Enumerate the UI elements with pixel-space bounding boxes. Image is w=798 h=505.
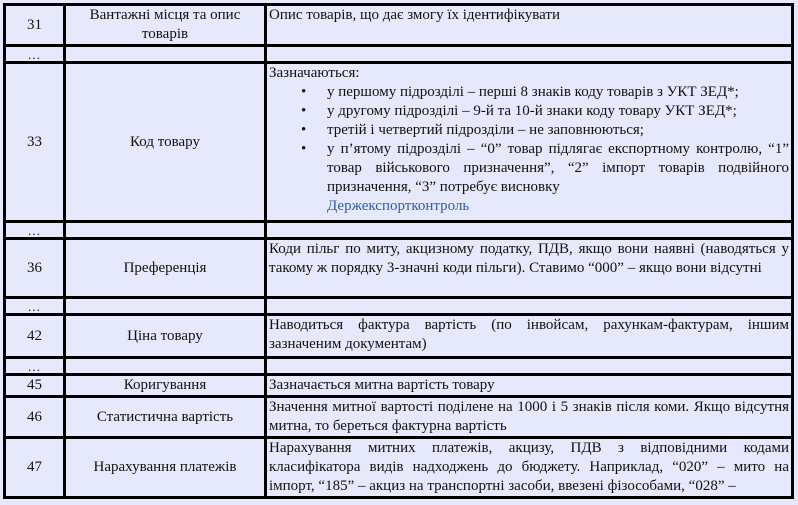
empty-cell — [65, 298, 266, 315]
table-row — [5, 397, 793, 438]
empty-cell — [65, 358, 266, 375]
field-name: Нарахування платежів — [65, 438, 266, 498]
field-number: 33 — [5, 63, 65, 222]
list-item: • у другому підрозділі – 9-й та 10-й знаки коду товару УКТ ЗЕД*; — [327, 102, 789, 121]
field-name: Ціна товару — [65, 315, 266, 358]
list-item-text: у п’ятому підрозділі – “0” товар підлягає експортному контролю, “1” товар військового призначення”, “2” імпорт товарів подвійного призначення, “3” потребує висновку — [327, 141, 789, 195]
field-name: Код товару — [65, 63, 266, 222]
field-description: Коди пільг по миту, акцизному податку, ПДВ, якщо вони наявні (наводяться у такому ж порядку 3-значні коди пільги). Ставимо “000” – якщо вони відсутні — [266, 239, 793, 298]
table-row — [5, 438, 793, 498]
field-description: Значення митної вартості поділене на 1000 і 5 знаків після коми. Якщо відсутня митна, то береться фактурна вартість — [266, 397, 793, 438]
field-description: Опис товарів, що дає змогу їх ідентифікувати — [266, 5, 793, 46]
derzhexportkontrol-link[interactable]: Держекспортконтроль — [327, 198, 470, 214]
field-name: Коригування — [65, 375, 266, 397]
table-row-ellipsis — [5, 222, 793, 239]
field-number: 42 — [5, 315, 65, 358]
empty-cell — [65, 222, 266, 239]
field-name: Преференція — [65, 239, 266, 298]
table-row-ellipsis — [5, 298, 793, 315]
field-name: Статистична вартість — [65, 397, 266, 438]
ellipsis: … — [5, 358, 65, 375]
field-number: 31 — [5, 5, 65, 46]
ellipsis: … — [5, 222, 65, 239]
table-row — [5, 375, 793, 397]
table-row — [5, 5, 793, 46]
list-item: • третій і четвертий підрозділи – не заповнюються; — [327, 121, 789, 140]
empty-cell — [65, 46, 266, 63]
table-row — [5, 315, 793, 358]
empty-cell — [266, 46, 793, 63]
field-number: 45 — [5, 375, 65, 397]
field-description: Нарахування митних платежів, акцизу, ПДВ з відповідними кодами класифікатора видів надходжень до бюджету. Наприклад, “020” – мито на імпорт, “185” – акциз на транспортні засоби, ввезені фізособами, “028” – — [266, 438, 793, 498]
ellipsis: … — [5, 46, 65, 63]
field-number: 46 — [5, 397, 65, 438]
field-description — [266, 63, 793, 222]
empty-cell — [266, 298, 793, 315]
field-description: Наводиться фактура вартість (по інвойсам, рахункам-фактурам, іншим зазначеним документам) — [266, 315, 793, 358]
bullet-list — [269, 83, 789, 216]
list-item — [327, 140, 789, 216]
table-row — [5, 239, 793, 298]
empty-cell — [266, 358, 793, 375]
field-description: Зазначається митна вартість товару — [266, 375, 793, 397]
field-name: Вантажні місця та опис товарів — [65, 5, 266, 46]
field-number: 47 — [5, 438, 65, 498]
field-number: 36 — [5, 239, 65, 298]
list-item: • у першому підрозділі – перші 8 знаків коду товарів з УКТ ЗЕД*; — [327, 83, 789, 102]
customs-declaration-fields-table — [3, 3, 794, 499]
empty-cell — [266, 222, 793, 239]
description-intro: Зазначаються: — [269, 65, 360, 81]
table-row — [5, 63, 793, 222]
table-row-ellipsis — [5, 46, 793, 63]
ellipsis: … — [5, 298, 65, 315]
table-row-ellipsis — [5, 358, 793, 375]
